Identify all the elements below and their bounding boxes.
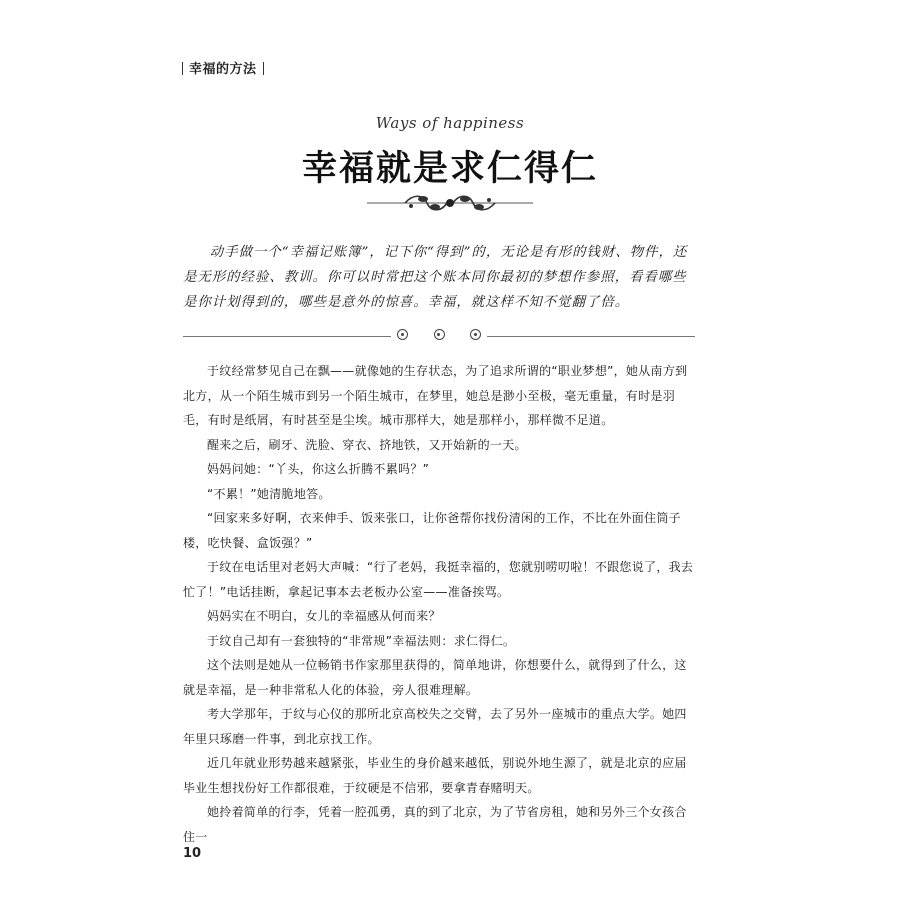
running-head-title: 幸福的方法 <box>189 62 257 77</box>
body-paragraph: 于纹在电话里对老妈大声喊：“行了老妈，我挺幸福的，您就别唠叨啦！不跟您说了，我去忙了！”电话挂断，拿起记事本去老板办公室——准备挨骂。 <box>183 560 694 599</box>
body-paragraph: 于纹自己却有一套独特的“非常规”幸福法则：求仁得仁。 <box>207 633 516 648</box>
divider-dots <box>397 329 481 340</box>
body-paragraph: 于纹经常梦见自己在飘——就像她的生存状态，为了追求所谓的“职业梦想”，她从南方到北方，从一个陌生城市到另一个陌生城市，在梦里，她总是渺小至极，毫无重量，有时是羽毛，有时是纸屑，有时甚至是尘埃。城市那样大，她是那样小，那样微不足道。 <box>183 364 688 427</box>
body-paragraph: 妈妈问她：“丫头，你这么折腾不累吗？” <box>207 462 430 476</box>
body-text <box>183 359 695 849</box>
chapter-title: 幸福就是求仁得仁 <box>301 148 598 189</box>
running-head <box>176 58 270 77</box>
body-paragraph: 这个法则是她从一位畅销书作家那里获得的，简单地讲，你想要什么，就得到了什么，这就是幸福，是一种非常私人化的体验，旁人很难理解。 <box>183 658 687 697</box>
english-title: Ways of happiness <box>375 114 525 132</box>
body-paragraph: 她拎着简单的行李，凭着一腔孤勇，真的到了北京，为了节省房租，她和另外三个女孩合住一 <box>183 805 687 844</box>
ornament-flourish-icon <box>365 190 535 216</box>
divider-dot-icon <box>434 329 445 340</box>
body-paragraph: “不累！”她清脆地答。 <box>207 486 331 501</box>
body-paragraph: “回家来多好啊，衣来伸手、饭来张口，让你爸帮你找份清闲的工作，不比在外面住筒子楼，吃快餐、盒饭强？” <box>183 511 681 550</box>
divider-dot-icon <box>397 329 408 340</box>
divider-line-left <box>183 336 391 337</box>
body-paragraph: 考大学那年，于纹与心仪的那所北京高校失之交臂，去了另外一座城市的重点大学。她四年里只琢磨一件事，到北京找工作。 <box>183 707 687 746</box>
chapter-intro: 动手做一个“幸福记账簿”，记下你“得到”的，无论是有形的钱财、物件，还是无形的经验、教训。你可以时常把这个账本同你最初的梦想作参照，看看哪些是你计划得到的，哪些是意外的惊喜。幸福，就这样不知不觉翻了倍。 <box>183 245 688 310</box>
page-number: 10 <box>183 846 202 861</box>
divider-dot-icon <box>470 329 481 340</box>
section-divider <box>183 326 695 346</box>
body-paragraph: 醒来之后，刷牙、洗脸、穿衣、挤地铁，又开始新的一天。 <box>207 437 527 452</box>
running-head-bar-left <box>182 62 183 75</box>
divider-line-right <box>487 336 695 337</box>
running-head-bar-right <box>263 62 264 75</box>
body-paragraph: 妈妈实在不明白，女儿的幸福感从何而来？ <box>207 609 441 623</box>
body-paragraph: 近几年就业形势越来越紧张，毕业生的身价越来越低，别说外地生源了，就是北京的应届毕业生想找份好工作都很难，于纹硬是不信邪，要拿青春赌明天。 <box>183 756 687 795</box>
